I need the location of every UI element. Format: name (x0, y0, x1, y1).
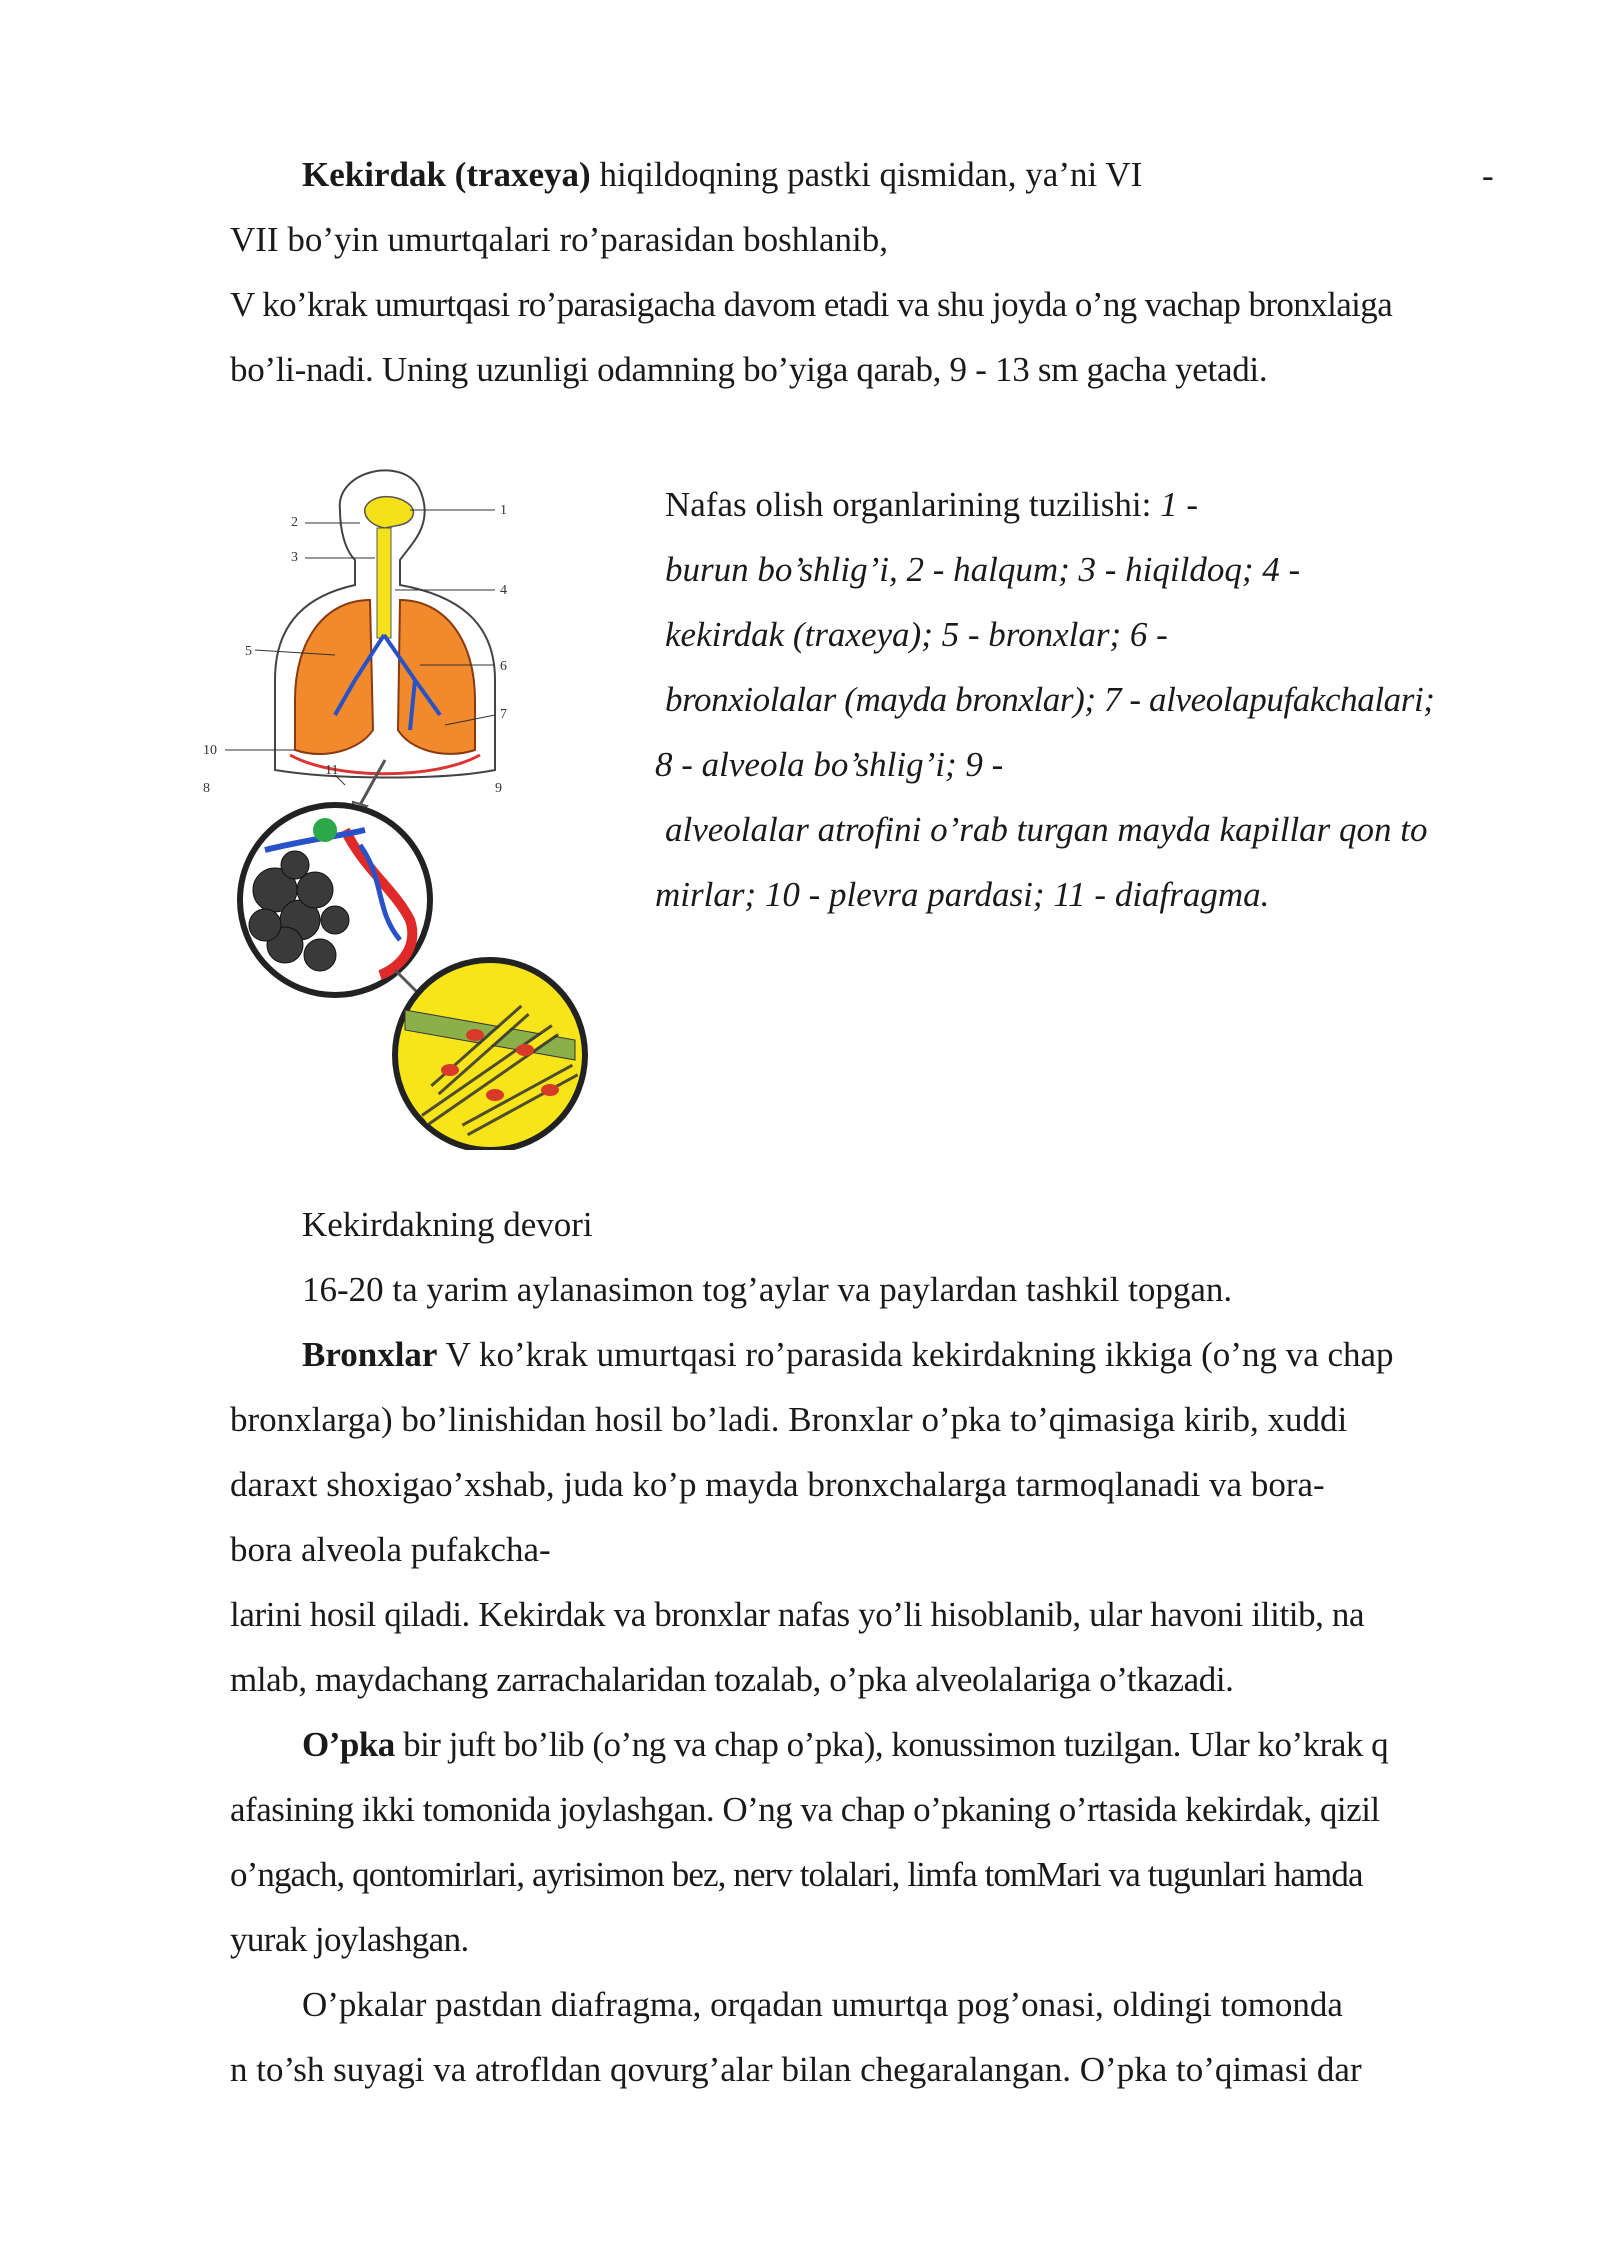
caption-line-4: bronxiolalar (mayda bronxlar); 7 - alveolapufakchalari; (665, 680, 1435, 719)
label-1: 1 (500, 503, 507, 518)
capillary-magnifier (395, 960, 585, 1150)
intro-line-2: VII bo’yin umurtqalari ro’parasidan boshlanib, (230, 220, 889, 259)
label-7: 7 (500, 707, 507, 722)
caption-line-5: 8 - alveola bo’shlig’i; 9 - (655, 745, 1004, 784)
body-line-4: bronxlarga) bo’linishidan hosil bo’ladi. Bronxlar o’pka to’qimasiga kirib, xuddi (230, 1400, 1348, 1439)
label-2: 2 (291, 515, 298, 530)
term-traxeya: Kekirdak (traxeya) (302, 155, 591, 194)
body-line-5: daraxt shoxigao’xshab, juda ko’p mayda bronxchalarga tarmoqlanadi va bora- (230, 1465, 1325, 1504)
body-line-14: n to’sh suyagi va atrofldan qovurg’alar bilan chegaralangan. O’pka to’qimasi dar (230, 2050, 1362, 2089)
caption-line-1: Nafas olish organlarining tuzilishi: 1 - (665, 485, 1199, 524)
body-line-13: O’pkalar pastdan diafragma, orqadan umurtqa pog’onasi, oldingi tomonda (302, 1985, 1343, 2024)
label-11: 11 (325, 763, 339, 778)
body-line-8: mlab, maydachang zarrachalaridan tozalab, o’pka alveolalariga o’tkazadi. (230, 1660, 1234, 1699)
trachea (377, 528, 391, 638)
label-6: 6 (500, 659, 507, 674)
trailing-dash: - (1482, 156, 1494, 195)
body-line-9: O’pka bir juft bo’lib (o’ng va chap o’pka), konussimon tuzilgan. Ular ko’krak q (302, 1725, 1389, 1764)
body-line-12: yurak joylashgan. (230, 1920, 469, 1959)
label-8: 8 (203, 781, 210, 796)
label-3: 3 (291, 550, 298, 565)
label-10: 10 (203, 743, 217, 758)
nasal-cavity (365, 497, 414, 528)
body-line-6: bora alveola pufakcha- (230, 1530, 551, 1569)
term-bronxlar: Bronxlar (302, 1335, 438, 1374)
term-opka: O’pka (302, 1725, 395, 1764)
intro-line-4: bo’li-nadi. Uning uzunligi odamning bo’yiga qarab, 9 - 13 sm gacha yetadi. (230, 350, 1268, 389)
label-9: 9 (495, 781, 502, 796)
caption-line-2: burun bo’shlig’i, 2 - halqum; 3 - hiqildoq; 4 - (665, 550, 1301, 589)
body-line-2: 16-20 ta yarim aylanasimon tog’aylar va paylardan tashkil topgan. (302, 1270, 1233, 1309)
intro-line-3: V ko’krak umurtqasi ro’parasigacha davom etadi va shu joyda o’ng vachap bronxlaiga (230, 285, 1393, 324)
caption-line-7: mirlar; 10 - plevra pardasi; 11 - diafragma. (655, 875, 1270, 914)
body-line-10: afasining ikki tomonida joylashgan. O’ng va chap o’pkaning o’rtasida kekirdak, qizil (230, 1790, 1380, 1829)
body-line-11: o’ngach, qontomirlari, ayrisimon bez, nerv tolalari, limfa tomMari va tugunlari hamda (230, 1855, 1363, 1894)
body-line-3: Bronxlar V ko’krak umurtqasi ro’parasida kekirdakning ikkiga (o’ng va chap (302, 1335, 1394, 1374)
label-5: 5 (245, 644, 252, 659)
alveoli-magnifier (240, 805, 430, 995)
body-line-7: larini hosil qiladi. Kekirdak va bronxlar nafas yo’li hisoblanib, ular havoni ilitib, na (230, 1595, 1365, 1634)
label-4: 4 (500, 583, 507, 598)
respiratory-system-figure (195, 450, 635, 1150)
caption-line-3: kekirdak (traxeya); 5 - bronxlar; 6 - (665, 615, 1168, 654)
intro-line-1: Kekirdak (traxeya) hiqildoqning pastki qismidan, ya’ni VI (302, 155, 1143, 194)
caption-line-6: alveolalar atrofini o’rab turgan mayda kapillar qon to (665, 810, 1428, 849)
body-line-1: Kekirdakning devori (302, 1205, 593, 1244)
